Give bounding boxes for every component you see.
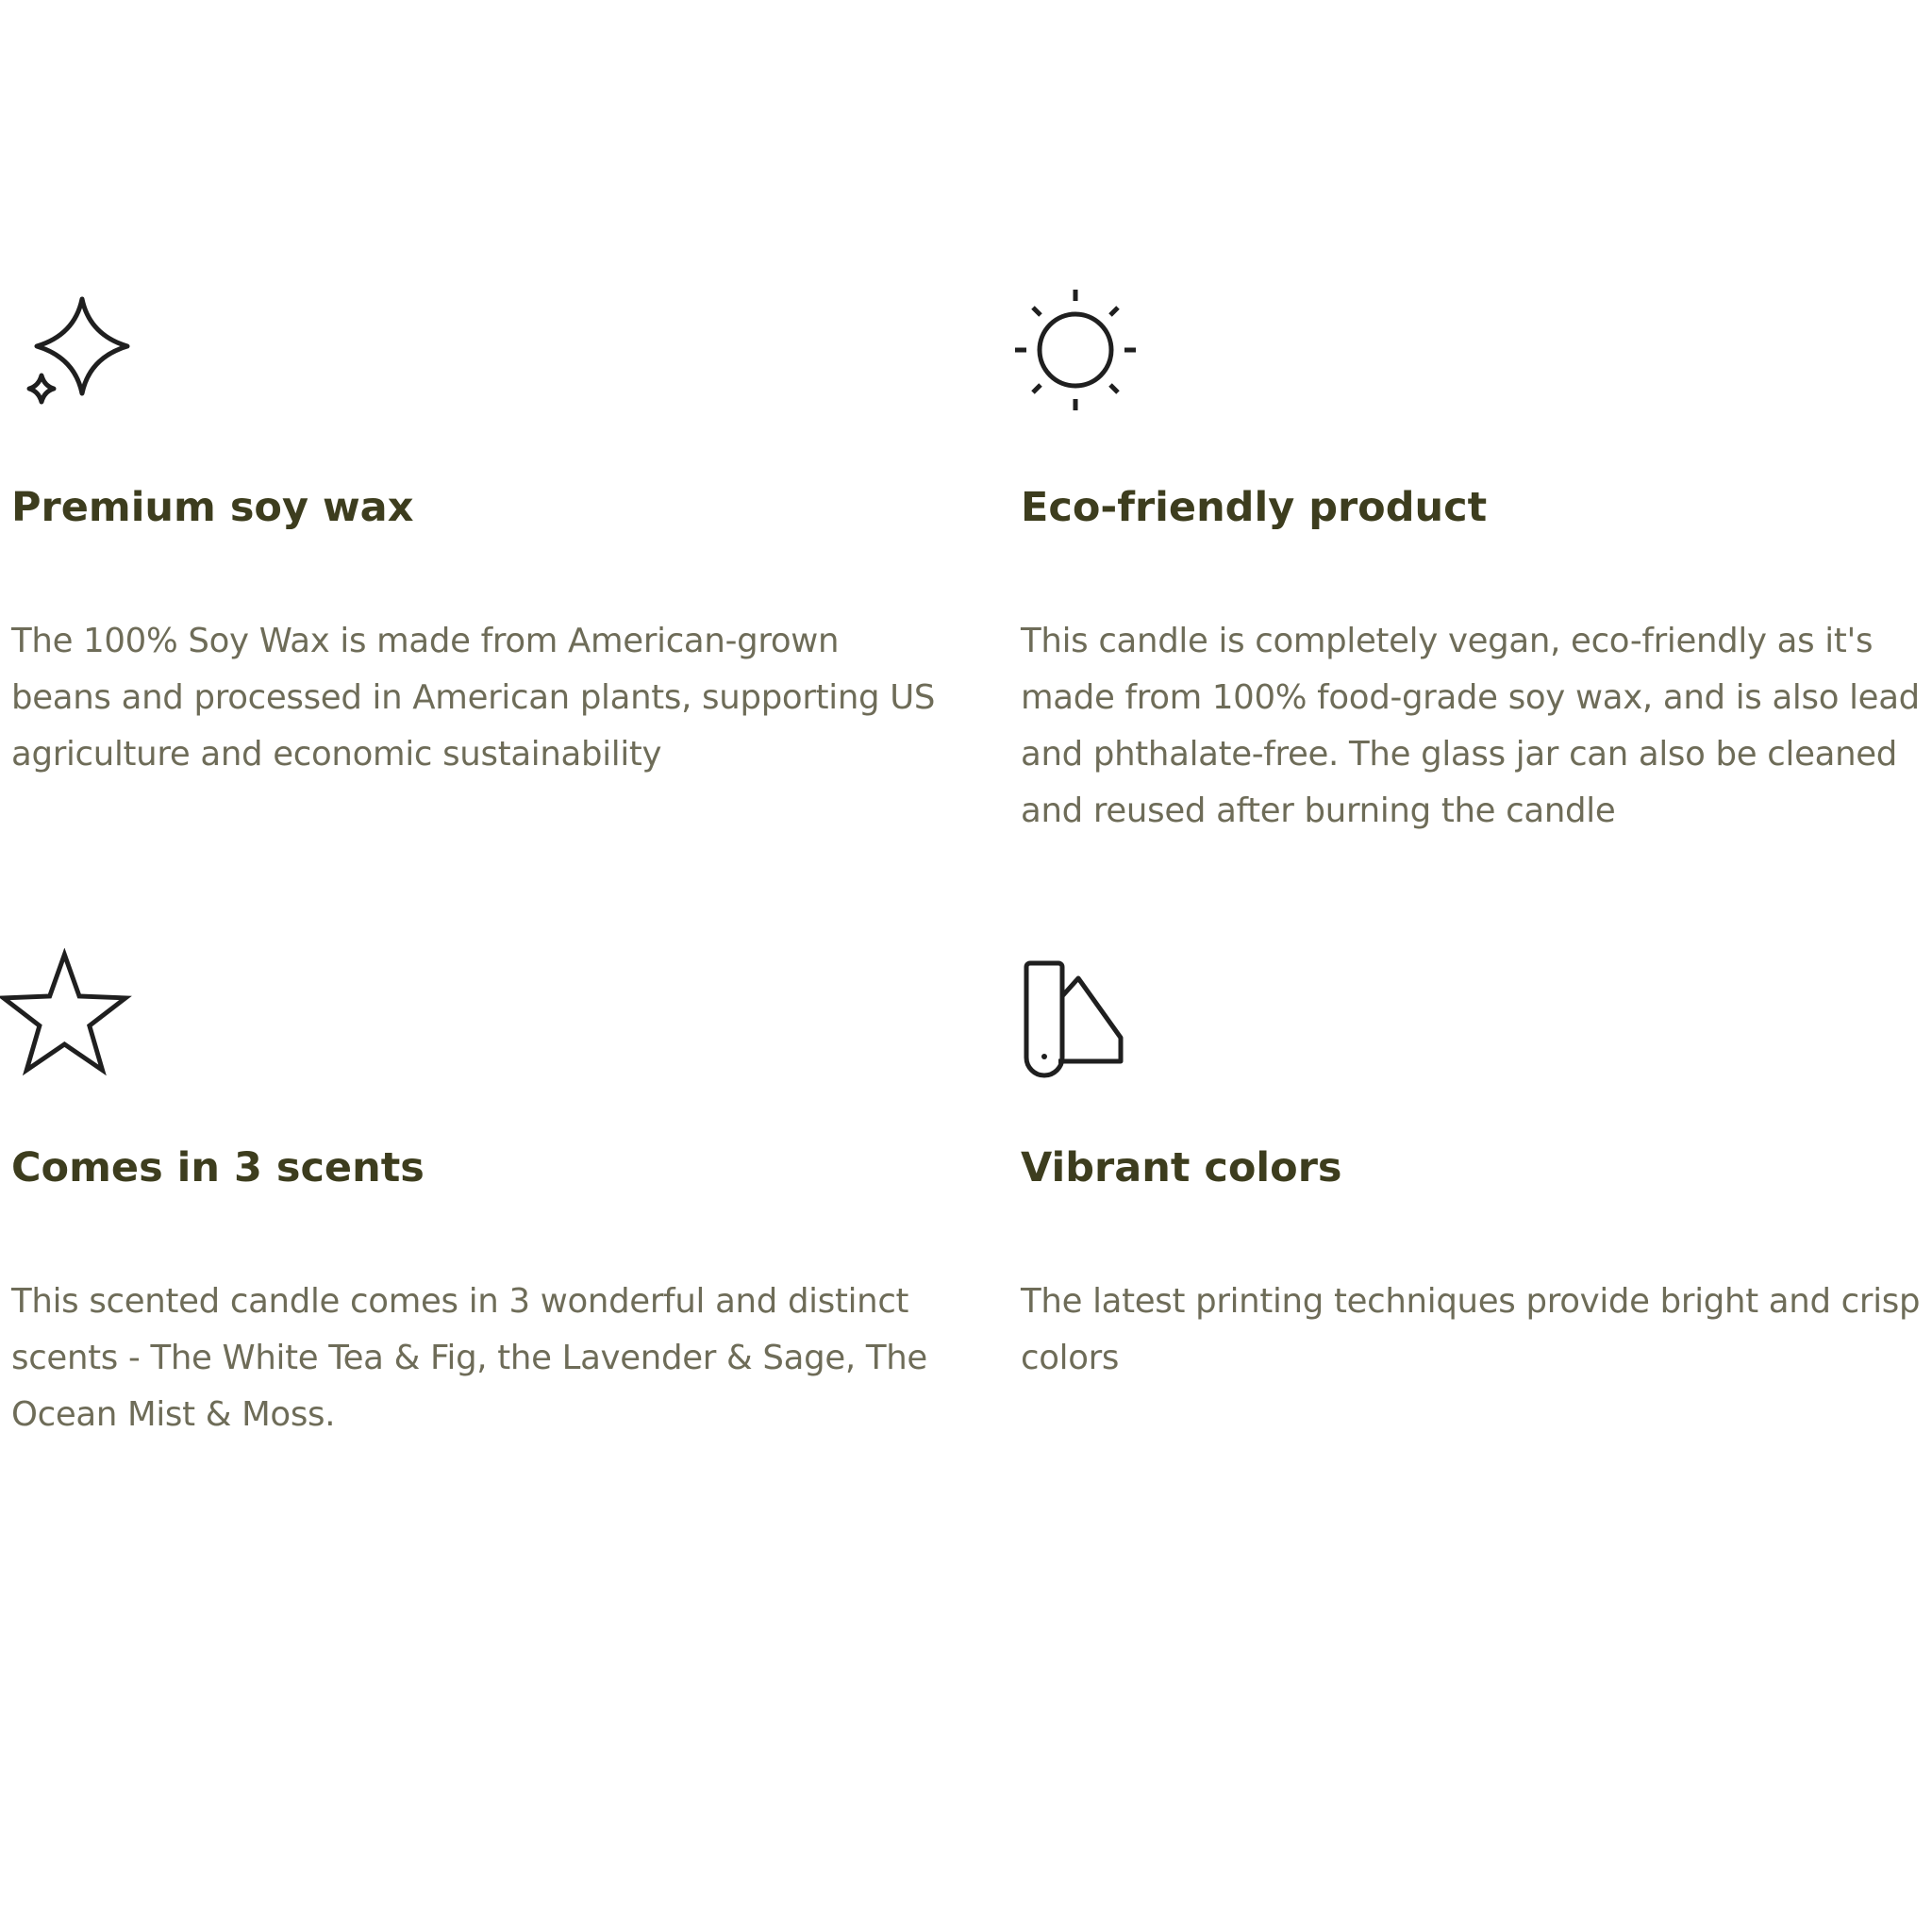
- star-icon: [0, 948, 132, 1080]
- feature-title: Comes in 3 scents: [11, 1144, 425, 1191]
- feature-title: Eco-friendly product: [1021, 484, 1488, 531]
- sparkle-icon: [0, 288, 132, 420]
- feature-title: Premium soy wax: [11, 484, 414, 531]
- sun-icon: [1009, 288, 1141, 420]
- color-swatch-icon: [1009, 948, 1141, 1080]
- feature-description: This candle is completely vegan, eco-friendly as it's made from 100% food-grade soy wax, and is also lead and phthalate-free. The glass jar can also be cleaned and reused after burning the candle: [1021, 622, 1920, 830]
- feature-description: The 100% Soy Wax is made from American-grown beans and processed in American plants, supporting US agriculture and economic sustainability: [11, 622, 936, 774]
- feature-title: Vibrant colors: [1021, 1144, 1342, 1191]
- feature-description: The latest printing techniques provide bright and crisp colors: [1021, 1282, 1921, 1377]
- feature-description: This scented candle comes in 3 wonderful and distinct scents - The White Tea & Fig, the Lavender & Sage, The Ocean Mist & Moss.: [11, 1282, 927, 1434]
